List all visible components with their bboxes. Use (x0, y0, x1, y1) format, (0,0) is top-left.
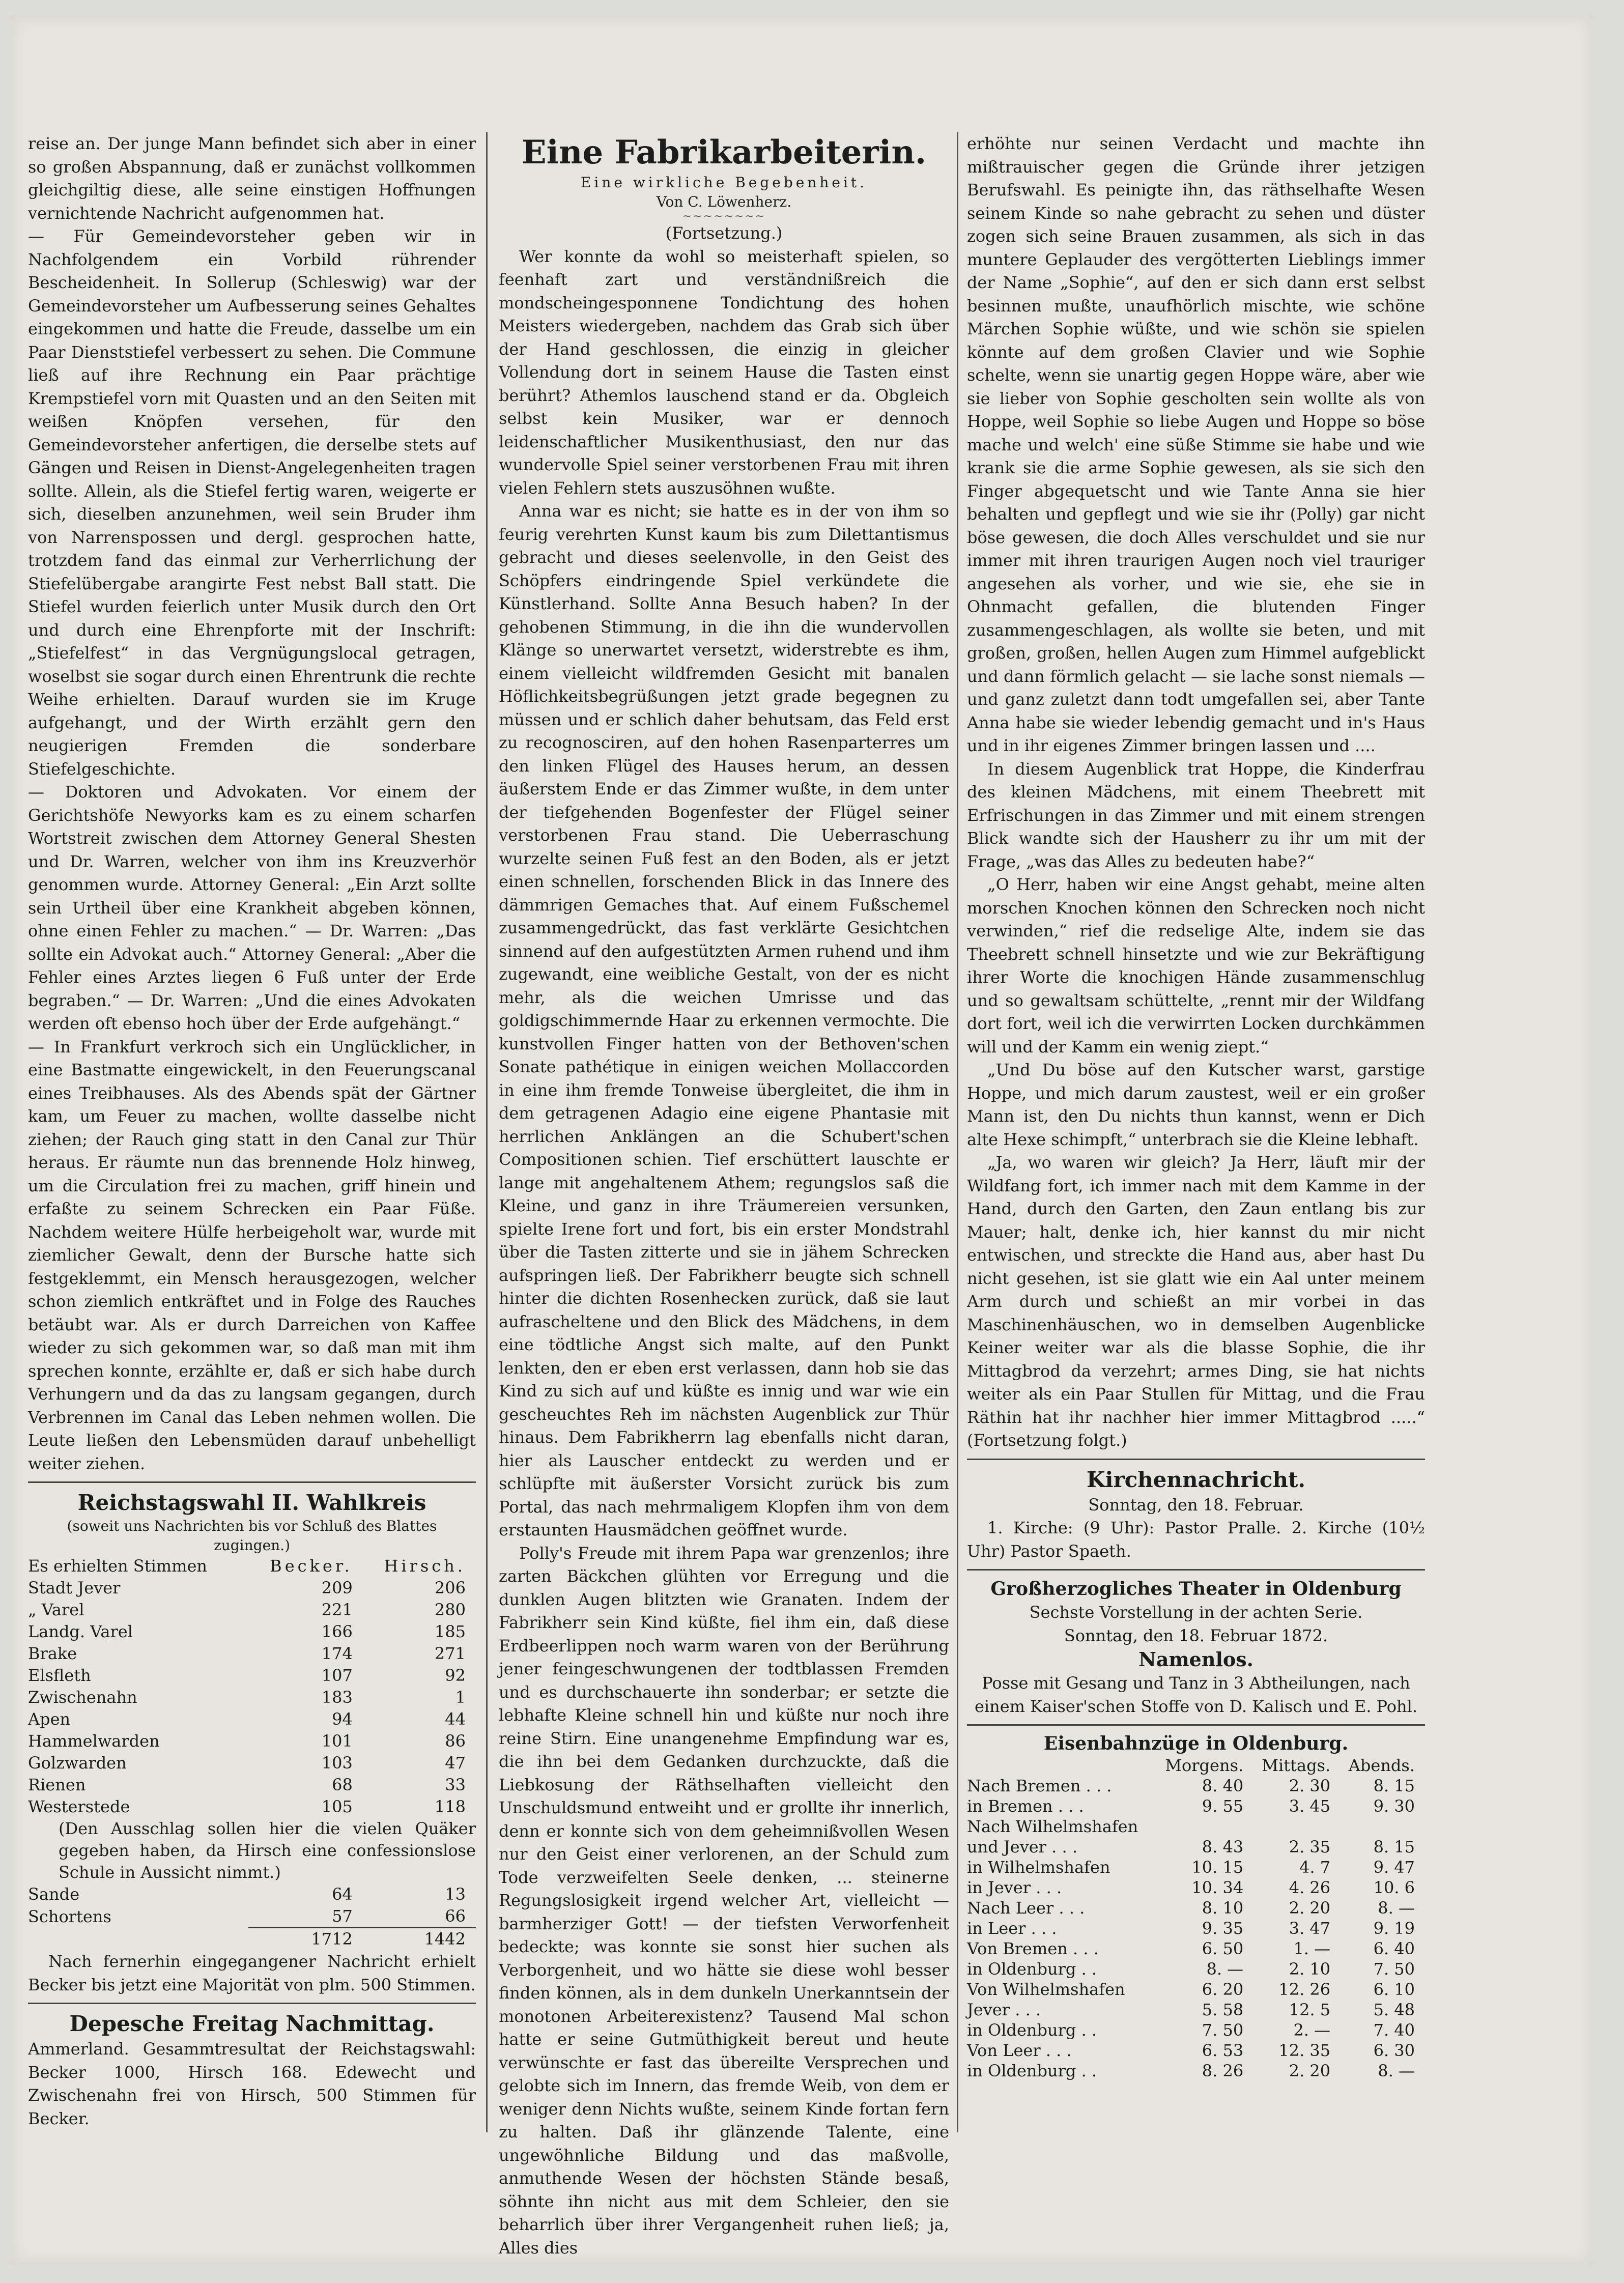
trains-row (967, 1776, 1425, 1796)
votes-hirsch: 118 (434, 1797, 466, 1816)
train-time: 8. 26 (1202, 2061, 1244, 2080)
votes-hirsch: 86 (445, 1731, 466, 1751)
election-intro: Es erhielten Stimmen (28, 1556, 208, 1576)
train-time (1341, 1816, 1425, 1837)
votes-becker: 166 (321, 1622, 353, 1641)
votes-hirsch: 206 (434, 1578, 466, 1597)
news-paragraph: — In Frankfurt verkroch sich ein Unglücklicher, in eine Bastmatte eingewickelt, in den Feuerungscanal eines Treibhauses. Als des Abends spät der Gärtner kam, um Feuer zu machen, wollte dasselbe nicht ziehen; der Rauch ging statt in den Canal zur Thür heraus. Er räumte nun das brennende Holz hinweg, um die Circulation frei zu machen, griff hinein und erfaßte zu seinem Schrecken ein Paar Füße. Nachdem weitere Hülfe herbeigeholt war, wurde mit ziemlicher Gewalt, denn der Bursche hatte sich festgeklemmt, ein Mensch herausgezogen, welcher schon ziemlich entkräftet und in Folge des Rauches betäubt war. Als er durch Darreichen von Kaffee wieder zu sich gekommen war, so daß man mit ihm sprechen konnte, erzählte er, daß er sich habe durch Verhungern und da das zu langsam gegangen, durch Verbrennen im Canal das Leben nehmen wollen. Die Leute ließen den Lebensmüden darauf unbehelligt weiter ziehen. (28, 1037, 476, 1473)
train-time: 7. 50 (1373, 1959, 1415, 1979)
votes-becker: 221 (321, 1600, 353, 1619)
trains-header-cell: Abends. (1348, 1756, 1415, 1775)
church-section (967, 1466, 1425, 1563)
votes-becker: 94 (332, 1709, 353, 1729)
trains-row (967, 2040, 1425, 2061)
train-time: 8. 40 (1202, 1776, 1244, 1795)
votes-hirsch: 271 (434, 1644, 466, 1663)
trains-row (967, 1959, 1425, 1979)
election-row (28, 1621, 476, 1643)
votes-hirsch: 33 (445, 1775, 466, 1794)
story-title: Eine Fabrikarbeiterin. (521, 133, 927, 172)
train-time (1253, 1816, 1341, 1837)
election-title: Reichstagswahl II. Wahlkreis (77, 1490, 426, 1515)
trains-row (967, 1938, 1425, 1959)
total-hirsch: 1442 (363, 1928, 476, 1950)
church-date: Sonntag, den 18. Februar. (1088, 1495, 1304, 1515)
election-row (28, 1643, 476, 1665)
theater-section (967, 1577, 1425, 1718)
section-divider (28, 1481, 476, 1483)
trains-title: Eisenbahnzüge in Oldenburg. (1043, 1733, 1349, 1754)
votes-becker: 183 (321, 1688, 353, 1707)
train-time: 7. 50 (1202, 2020, 1244, 2040)
votes-becker: 57 (332, 1906, 353, 1926)
theater-description: Posse mit Gesang und Tanz in 3 Abtheilungen, nach einem Kaiser'schen Stoffe von D. Kalisch und E. Pohl. (974, 1673, 1418, 1716)
train-time: 1. — (1293, 1939, 1331, 1958)
train-time: 8. — (1378, 1898, 1415, 1918)
train-time (1156, 1816, 1253, 1837)
trains-row (967, 2020, 1425, 2040)
election-place: Westerstede (28, 1797, 130, 1816)
train-route: in Oldenburg . . (967, 2020, 1097, 2040)
votes-hirsch: 44 (445, 1709, 466, 1729)
train-time: 8. 15 (1373, 1776, 1415, 1795)
story-paragraph: Anna war es nicht; sie hatte es in der von ihm so feurig verehrten Kunst kaum bis zum Dilettantismus gebracht und dieses seelenvolle, in den Geist des Schöpfers eindringende Spiel verkündete die Künstlerhand. Sollte Anna Besuch haben? In der gehobenen Stimmung, in die ihn die wundervollen Klänge so unerwartet versetzt, widerstrebte es ihm, einem vielleicht wildfremden Gesicht mit banalen Höflichkeitsbegrüßungen jetzt grade begegnen zu müssen und er schlich daher behutsam, das Feld erst zu recognosciren, auf den hohen Rasenparterres um den linken Flügel des Hauses herum, an dessen äußerstem Ende er das Zimmer wußte, in dem unter der tiefgehenden Bogenfester der Flügel seiner verstorbenen Frau stand. Die Ueberraschung wurzelte seinen Fuß fest an den Boden, als er jetzt einen schnellen, forschenden Blick in das Innere des dämmrigen Gemaches that. Auf einem Fußschemel zusammengedrückt, das fast verklärte Gesichtchen sinnend auf den aufgestützten Armen ruhend und ihm zugewandt, eine weibliche Gestalt, von der es nicht mehr, als die weichen Umrisse und das goldigschimmernde Haar zu erkennen vermochte. Die kunstvollen Finger hatten von der Bethoven'schen Sonate pathétique in einigen weichen Mollaccorden in eine ihm fremde Tonweise übergleitet, die ihm in dem getragenen Adagio eine eigene Phantasie mit herrlichen Anklängen an die Schubert'schen Compositionen schien. Tief erschüttert lauschte er lange mit angehaltenem Athem; regungslos saß die Kleine, und ganz in ihre Träumereien versunken, spielte Irene fort und fort, bis ein erster Mondstrahl über die Tasten zitterte und sie in jähem Schrecken aufspringen ließ. Der Fabrikherr beugte sich schnell hinter die dichten Rosenhecken zurück, daß sie laut aufrascheltene und den Blick des Mädchens, in dem eine tödtliche Angst sich malte, auf den Punkt lenkten, den er eben erst verlassen, dann hob sie das Kind zu sich auf und küßte es innig und war wie ein gescheuchtes Reh im nächsten Augenblick zur Thür hinaus. Dem Fabrikherrn lag ebenfalls nicht daran, hier als Lauscher entdeckt zu werden und er schlüpfte mit äußerster Vorsicht zurück bis zum Portal, das nach mehrmaligem Klopfen ihm von dem erstaunten Hausmädchen geöffnet wurde. (499, 501, 949, 1539)
col-header-becker: Becker. (270, 1556, 353, 1576)
train-route: in Leer . . . (967, 1919, 1057, 1938)
train-time: 10. 6 (1373, 1878, 1415, 1897)
votes-becker: 64 (332, 1885, 353, 1904)
election-row (28, 1796, 476, 1818)
trains-row (967, 1857, 1425, 1877)
theater-date: Sonntag, den 18. Februar 1872. (1064, 1625, 1328, 1645)
trains-header-cell: Morgens. (1165, 1756, 1244, 1775)
section-divider (967, 1724, 1425, 1726)
train-route: Nach Bremen . . . (967, 1776, 1112, 1795)
votes-becker: 103 (321, 1753, 353, 1773)
election-row (28, 1730, 476, 1752)
election-place: Landg. Varel (28, 1622, 133, 1641)
election-place: Zwischenahn (28, 1688, 137, 1707)
election-place: Elsfleth (28, 1666, 91, 1685)
election-place: Rienen (28, 1775, 86, 1794)
trains-row (967, 1816, 1425, 1837)
train-route: in Jever . . . (967, 1878, 1062, 1897)
church-services: 1. Kirche: (9 Uhr): Pastor Pralle. 2. Kirche (10½ Uhr) Pastor Spaeth. (967, 1518, 1425, 1561)
election-row (28, 1687, 476, 1708)
train-time: 8. — (1206, 1959, 1244, 1979)
election-note: (Den Ausschlag sollen hier die vielen Quäker gegeben haben, da Hirsch eine confessionslose Schule in Aussicht nimmt.) (59, 1819, 476, 1882)
election-row (28, 1905, 476, 1928)
votes-becker: 209 (321, 1578, 353, 1597)
theater-play: Namenlos. (1138, 1648, 1253, 1671)
votes-becker: 68 (332, 1775, 353, 1794)
election-row (28, 1752, 476, 1774)
train-time: 6. 30 (1373, 2041, 1415, 2060)
trains-row (967, 1877, 1425, 1898)
trains-header-cell (967, 1755, 1156, 1776)
train-time: 2. 20 (1289, 2061, 1331, 2080)
story-paragraph: „O Herr, haben wir eine Angst gehabt, meine alten morschen Knochen können den Schrecken noch nicht verwinden,“ rief die redselige Alte, indem sie das Theebrett schnell hinsetzte und wie zur Bekräftigung ihrer Worte die knochigen Hände zusammenschlug und so gewaltsam schüttelte, „rennt mir der Wildfang dort fort, weil ich die verwirrten Locken durchkämmen will und der Kamm ein wenig ziept.“ (967, 875, 1425, 1057)
church-title: Kirchennachricht. (1086, 1467, 1306, 1492)
train-time: 4. 7 (1299, 1858, 1331, 1877)
election-section (28, 1489, 476, 1996)
train-time: 2. — (1293, 2020, 1331, 2040)
train-time: 3. 47 (1289, 1919, 1331, 1938)
election-place: Hammelwarden (28, 1731, 160, 1751)
depesche-section (28, 2010, 476, 2130)
train-time: 6. 50 (1202, 1939, 1244, 1958)
decorative-wave: ~~~~~~~~ (682, 210, 766, 223)
news-paragraph: reise an. Der junge Mann befindet sich aber in einer so großen Abspannung, daß er zunächst vollkommen gleichgiltig diese, alle seine einstigen Hoffnungen vernichtende Nachricht aufgenommen hat. (28, 134, 476, 223)
train-route: in Bremen . . . (967, 1796, 1084, 1816)
section-divider (967, 1459, 1425, 1460)
story-continued: (Fortsetzung.) (665, 223, 783, 243)
story-subtitle: Eine wirkliche Begebenheit. (580, 174, 868, 191)
story-paragraph: Polly's Freude mit ihrem Papa war grenzenlos; ihre zarten Bäckchen glühten vor Erregung und die dunklen Augen blitzten wie Granaten. Indem der Fabrikherr sein Kind küßte, fiel ihm ein, daß diese Erdbeerlippen noch warm waren von der Berührung jener feingeschwungenen der todtblassen Fremden und es durchschauerte ihn sonderbar; er setzte die lebhafte Kleine schnell hin und küßte nur noch ihre reine Stirn. Eine unangenehme Empfindung war es, die ihn bei dem Gedanken durchzuckte, daß die Liebkosung der Räthselhaften vielleicht den Unschuldsmund entweiht und er grollte ihr innerlich, denn er konnte sich von dem geheimnißvollen Wesen nur den Geist einer verlorenen, an der Schuld zum Tode verzweifelten Seele denken, ... steinerne Regungslosigkeit irgend welcher Art, vielleicht — barmherziger Gott! — der tiefsten Verworfenheit bedeckte; was konnte sie sonst hier suchen als Verborgenheit, und wo hätte sie diese wohl besser finden können, als in dem dunkeln Unerkanntsein der monotonen Arbeiterexistenz? Tausend Mal schon hatte er seine Gutmüthigkeit bereut und heute verwünschte er fast das übereilte Versprechen und gelobte sich im Innern, das fremde Weib, von dem er weniger denn Nichts wußte, seinem Kinde fortan fern zu halten. Daß ihr glänzende Talente, eine ungewöhnliche Bildung und das maßvolle, anmuthende Wesen der höchsten Stände besaß, söhnte ihn nicht aus mit dem Schleier, den sie beharrlich über ihrer Vergangenheit ruhen ließ; ja, Alles dies (499, 1543, 949, 2258)
theater-title: Großherzogliches Theater in Oldenburg (990, 1578, 1402, 1600)
election-place: Schortens (28, 1906, 111, 1926)
train-time: 5. 58 (1202, 2000, 1244, 2019)
column-middle (499, 132, 949, 2260)
train-time: 6. 10 (1373, 1980, 1415, 1999)
train-route: Von Wilhelmshafen (967, 1980, 1125, 1999)
trains-header-cell: Mittags. (1262, 1756, 1331, 1775)
train-route: Von Leer . . . (967, 2041, 1072, 2060)
trains-section (967, 1732, 1425, 2081)
total-becker: 1712 (248, 1928, 363, 1950)
election-row (28, 1577, 476, 1599)
section-divider (967, 1569, 1425, 1571)
train-time: 10. 15 (1191, 1858, 1244, 1877)
election-row (28, 1708, 476, 1730)
train-time: 10. 34 (1191, 1878, 1244, 1897)
train-time: 8. 15 (1373, 1837, 1415, 1857)
election-subtitle: (soweit uns Nachrichten bis vor Schluß des Blattes zugingen.) (67, 1518, 437, 1554)
train-time: 2. 30 (1289, 1776, 1331, 1795)
train-time: 9. 30 (1373, 1796, 1415, 1816)
election-place: Golzwarden (28, 1753, 127, 1773)
story-paragraph: „Und Du böse auf den Kutscher warst, garstige Hoppe, und mich darum zaustest, weil er ein großer Mann ist, den Du nichts thun kannst, wenn er Dich alte Hexe schimpft,“ unterbrach sie die Kleine lebhaft. (967, 1060, 1425, 1149)
trains-row (967, 1979, 1425, 2000)
train-time: 8. 10 (1202, 1898, 1244, 1918)
story-paragraph: In diesem Augenblick trat Hoppe, die Kinderfrau des kleinen Mädchens, mit einem Theebrett mit Erfrischungen in das Zimmer und mit einem strengen Blick wandte sich der Hausherr zu ihr um mit der Frage, „was das Alles zu bedeuten habe?“ (967, 759, 1425, 871)
votes-hirsch: 185 (434, 1622, 466, 1641)
train-route: Jever . . . (967, 2000, 1041, 2019)
news-paragraph: — Für Gemeindevorsteher geben wir in Nachfolgendem ein Vorbild rührender Bescheidenheit. In Sollerup (Schleswig) war der Gemeindevorsteher um Aufbesserung seines Gehaltes eingekommen und hatte die Freude, dasselbe um ein Paar Dienststiefel verbessert zu sehen. Die Commune ließ auf ihre Rechnung ein Paar prächtige Krempstiefel vorn mit Quasten und an den Seiten mit weißen Knöpfen versehen, für den Gemeindevorsteher anfertigen, die derselbe stets auf Gängen und Reisen in Dienst-Angelegenheiten tragen sollte. Allein, als die Stiefel fertig waren, weigerte er sich, dieselben anzunehmen, weil sein Bruder ihm von Narrenspossen und dergl. gesprochen hatte, trotzdem fand das einmal zur Verherrlichung der Stiefelübergabe arangirte Fest nebst Ball statt. Die Stiefel wurden feierlich unter Musik durch den Ort und durch eine Ehrenpforte mit der Inschrift: „Stiefelfest“ in das Vergnügungslocal getragen, woselbst sie sogar durch einen Ehrentrunk die rechte Weihe erhielten. Darauf wurden sie im Kruge aufgehangt, und der Wirth erzählt gern den neugierigen Fremden die sonderbare Stiefelgeschichte. (28, 226, 476, 779)
train-time: 8. 43 (1202, 1837, 1244, 1857)
depesche-text: Ammerland. Gesammtresultat der Reichstagswahl: Becker 1000, Hirsch 168. Edewecht und Zwischenahn frei von Hirsch, 500 Stimmen für Becker. (28, 2039, 476, 2128)
election-followup: Nach fernerhin eingegangener Nachricht erhielt Becker bis jetzt eine Majorität von plm. 500 Stimmen. (28, 1952, 476, 1994)
election-row (28, 1665, 476, 1687)
trains-row (967, 2000, 1425, 2020)
train-time: 8. — (1378, 2061, 1415, 2080)
train-time: 9. 35 (1202, 1919, 1244, 1938)
trains-row (967, 1918, 1425, 1938)
train-time: 4. 26 (1289, 1878, 1331, 1897)
train-route: in Wilhelmshafen (967, 1858, 1110, 1877)
train-time: 12. 26 (1278, 1980, 1331, 1999)
train-time: 6. 40 (1373, 1939, 1415, 1958)
train-time: 7. 40 (1373, 2020, 1415, 2040)
election-place: „ Varel (28, 1600, 84, 1619)
election-row (28, 1599, 476, 1621)
election-place: Brake (28, 1644, 77, 1663)
votes-hirsch: 92 (445, 1666, 466, 1685)
votes-hirsch: 280 (434, 1600, 466, 1619)
depesche-title: Depesche Freitag Nachmittag. (69, 2011, 435, 2036)
train-time: 2. 10 (1289, 1959, 1331, 1979)
train-time: 9. 47 (1373, 1858, 1415, 1877)
trains-header-row (967, 1755, 1425, 1776)
theater-series: Sechste Vorstellung in der achten Serie. (1029, 1603, 1363, 1622)
train-route: Nach Leer . . . (967, 1898, 1085, 1918)
election-row (28, 1774, 476, 1796)
votes-becker: 174 (321, 1644, 353, 1663)
votes-hirsch: 66 (445, 1906, 466, 1926)
election-place: Sande (28, 1885, 80, 1904)
section-divider (28, 2003, 476, 2004)
votes-hirsch: 47 (445, 1753, 466, 1773)
trains-row (967, 1898, 1425, 1918)
train-route: Nach Wilhelmshafen (967, 1817, 1138, 1836)
votes-becker: 101 (321, 1731, 353, 1751)
votes-hirsch: 13 (445, 1885, 466, 1904)
story-paragraph: „Ja, wo waren wir gleich? Ja Herr, läuft mir der Wildfang fort, ich immer nach mit dem Kamme in der Hand, durch den Garten, den Zaun entlang bis zur Mauer; halt, denke ich, hier kannst du mir nicht entwischen, und streckte die Hand aus, aber hast Du nicht gesehen, ist sie glatt wie ein Aal unter meinem Arm durch und schießt an mir vorbei in das Maschinenhäuschen, wo in demselben Augenblicke Keiner weiter war als die blasse Sophie, die ihr Mittagbrod da verzehrt; armes Ding, sie hat nichts weiter als ein Paar Stullen für Mittag, und die Frau Räthin hat ihr nachher hier immer Mittagbrod .....“ (Fortsetzung folgt.) (967, 1153, 1425, 1450)
story-paragraph: erhöhte nur seinen Verdacht und machte ihn mißtrauischer gegen die Gründe ihrer jetzigen Berufswahl. Es peinigte ihn, das räthselhafte Wesen seinem Kinde so nahe gebracht zu sehen und düster zogen sich seine Brauen zusammen, als sich in das muntere Geplauder des vergötterten Lieblings immer der Name „Sophie“, auf den er sich dann erst selbst besinnen mußte, unaufhörlich mischte, wie schöne Märchen Sophie wüßte, und wie schön sie spielen könnte auf dem großen Clavier und wie Sophie schelte, wenn sie unartig gegen Hoppe wäre, aber wie sie lieber von Sophie gescholten sein wollte als von Hoppe, weil Sophie so liebe Augen und Hoppe so böse mache und welch' eine süße Stimme sie habe und wie krank sie die arme Sophie gewesen, als sie sich den Finger abgequetscht und wie Tante Anna sie hier behalten und gepflegt und wie sie ihr (Polly) gar nicht böse gewesen, die doch Alles verschuldet und sie nur immer mit ihren traurigen Augen noch viel trauriger angesehen als vorher, und wie sie, ehe sie in Ohnmacht gefallen, die blutenden Finger zusammengeschlagen, als wollte sie beten, und mit großen, großen, hellen Augen zum Himmel aufgeblickt und dann förmlich gelacht — sie lache sonst niemals — und ganz zuletzt dann todt umgefallen sei, aber Tante Anna habe sie wieder lebendig gemacht und in's Haus und in ihr eigenes Zimmer bringen lassen und .... (967, 134, 1425, 755)
trains-row (967, 1796, 1425, 1816)
trains-row (967, 1837, 1425, 1857)
train-route: und Jever . . . (967, 1837, 1077, 1857)
trains-row (967, 2061, 1425, 2081)
trains-table (967, 1755, 1425, 2081)
election-table (28, 1555, 476, 1950)
votes-becker: 107 (321, 1666, 353, 1685)
election-place: Apen (28, 1709, 71, 1729)
train-route: in Oldenburg . . (967, 2061, 1097, 2080)
election-row (28, 1884, 476, 1905)
story-author: Von C. Löwenherz. (656, 193, 792, 210)
newspaper-page (10, 15, 1593, 2265)
train-time: 5. 48 (1373, 2000, 1415, 2019)
train-time: 12. 35 (1278, 2041, 1331, 2060)
votes-becker: 105 (321, 1797, 353, 1816)
column-left (28, 132, 476, 2130)
train-route: Von Bremen . . . (967, 1939, 1099, 1958)
col-header-hirsch: Hirsch. (384, 1556, 466, 1576)
story-paragraph: Wer konnte da wohl so meisterhaft spielen, so feenhaft zart und verständnißreich die mondscheingesponnene Tondichtung des hohen Meisters wiedergeben, nachdem das Grab sich über der Hand geschlossen, die einzig in gleicher Vollendung dort in seinem Hause die Tasten einst berührt? Athemlos lauschend stand er da. Obgleich selbst kein Musiker, war er dennoch leidenschaftlicher Musikenthusiast, den nur das wundervolle Spiel seiner verstorbenen Frau mit ihren vielen Fehlern stets auszusöhnen wußte. (499, 246, 949, 498)
column-rule-left (486, 132, 488, 2132)
train-time: 2. 20 (1289, 1898, 1331, 1918)
column-right (967, 132, 1425, 2081)
train-route: in Oldenburg . . (967, 1959, 1097, 1979)
votes-hirsch: 1 (455, 1688, 466, 1707)
train-time: 12. 5 (1289, 2000, 1331, 2019)
train-time: 6. 20 (1202, 1980, 1244, 1999)
train-time: 9. 55 (1202, 1796, 1244, 1816)
train-time: 9. 19 (1373, 1919, 1415, 1938)
news-paragraph: — Doktoren und Advokaten. Vor einem der Gerichtshöfe Newyorks kam es zu einem scharfen Wortstreit zwischen dem Attorney General Shesten und Dr. Warren, welcher von ihm ins Kreuzverhör genommen wurde. Attorney General: „Ein Arzt sollte sein Urtheil über eine Krankheit abgeben können, ohne einen Fehler zu machen.“ — Dr. Warren: „Das sollte ein Advokat auch.“ Attorney General: „Aber die Fehler eines Arztes liegen 6 Fuß unter der Erde begraben.“ — Dr. Warren: „Und die eines Advokaten werden oft ebenso hoch über der Erde aufgehängt.“ (28, 782, 476, 1033)
train-time: 2. 35 (1289, 1837, 1331, 1857)
train-time: 3. 45 (1289, 1796, 1331, 1816)
election-place: Stadt Jever (28, 1578, 121, 1597)
train-time: 6. 53 (1202, 2041, 1244, 2060)
column-rule-right (957, 132, 958, 2132)
